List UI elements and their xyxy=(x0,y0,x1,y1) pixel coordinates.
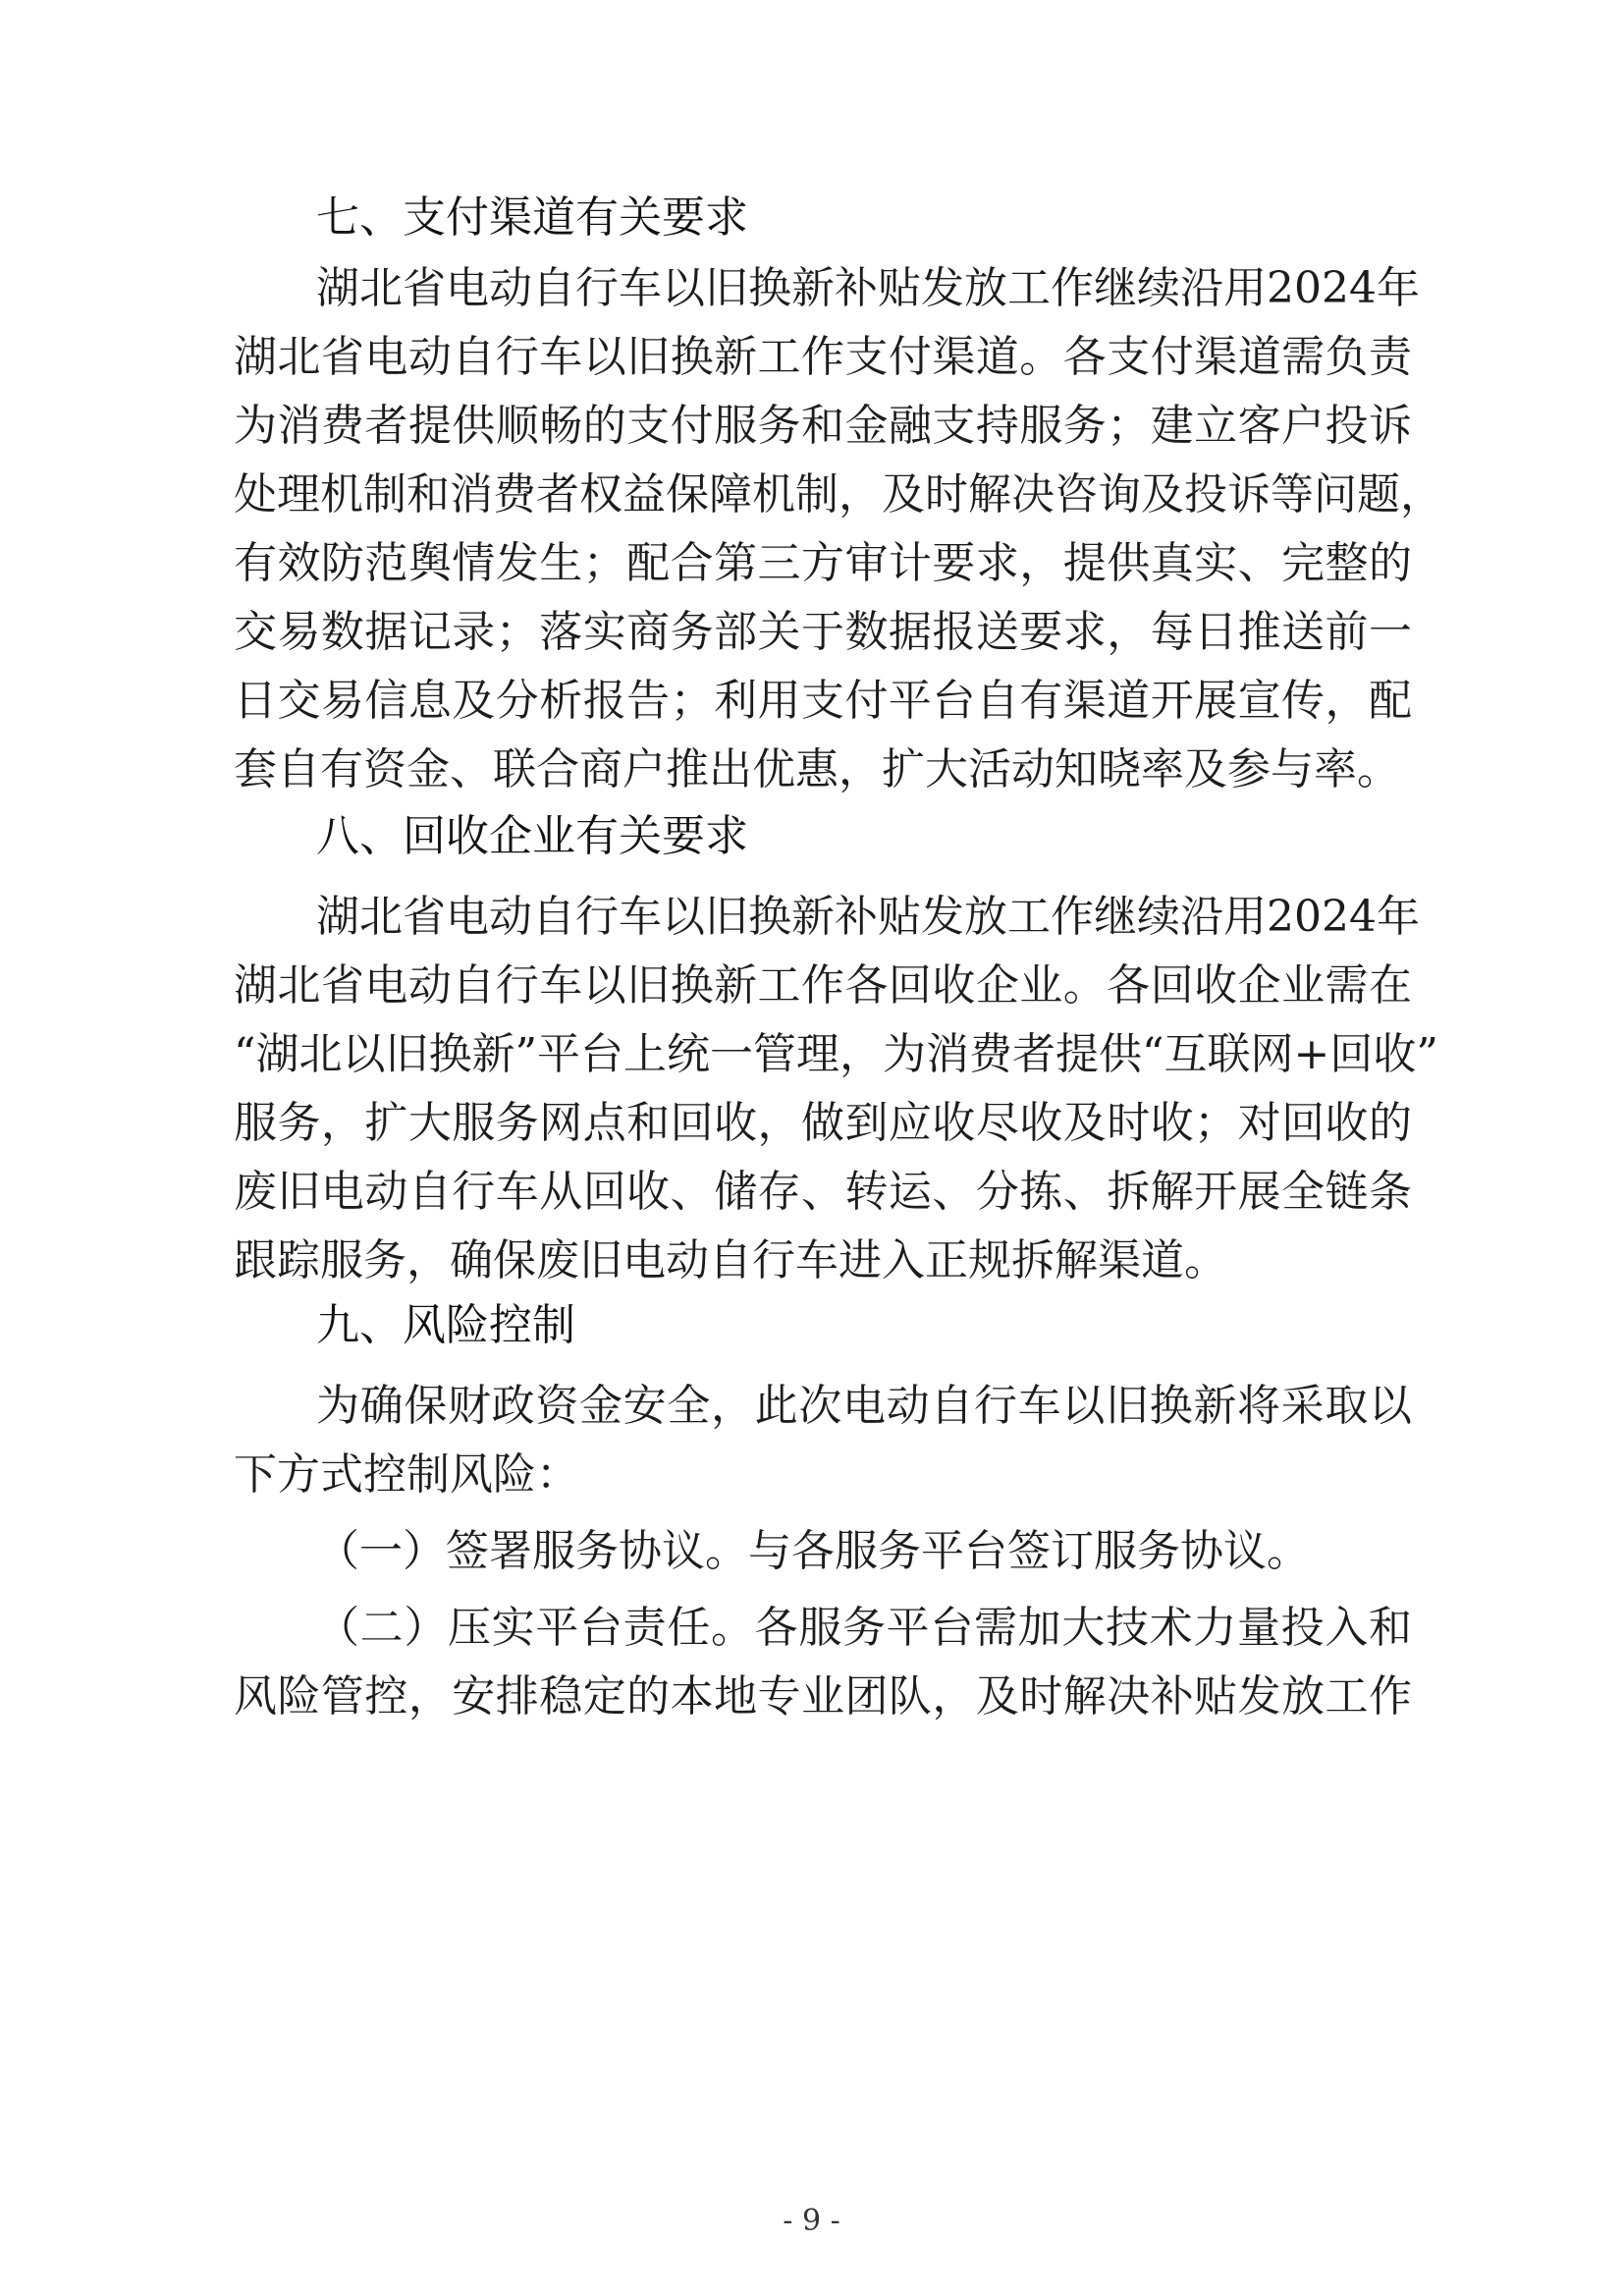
paragraph-line: 为消费者提供顺畅的支付服务和金融支持服务；建立客户投诉 xyxy=(234,401,1412,451)
paragraph-line: 服务，扩大服务网点和回收，做到应收尽收及时收；对回收的 xyxy=(234,1098,1412,1148)
paragraph-line: 下方式控制风险： xyxy=(234,1449,579,1500)
paragraph-line: 湖北省电动自行车以旧换新工作支付渠道。各支付渠道需负责 xyxy=(234,332,1412,382)
paragraph-line: “湖北以旧换新”平台上统一管理，为消费者提供“互联网+回收” xyxy=(234,1029,1438,1079)
paragraph-line: 湖北省电动自行车以旧换新补贴发放工作继续沿用2024年 xyxy=(316,892,1420,942)
section-heading-7: 七、支付渠道有关要求 xyxy=(316,192,748,243)
paragraph-line: 交易数据记录；落实商务部关于数据报送要求，每日推送前一 xyxy=(234,607,1412,657)
paragraph-line: 跟踪服务，确保废旧电动自行车进入正规拆解渠道。 xyxy=(234,1235,1227,1285)
paragraph-line: （二）压实平台责任。各服务平台需加大技术力量投入和 xyxy=(316,1603,1412,1653)
paragraph-line: 为确保财政资金安全，此次电动自行车以旧换新将采取以 xyxy=(316,1381,1412,1431)
paragraph-line: 日交易信息及分析报告；利用支付平台自有渠道开展宣传，配 xyxy=(234,676,1412,726)
paragraph-line: 湖北省电动自行车以旧换新工作各回收企业。各回收企业需在 xyxy=(234,960,1412,1011)
paragraph-line: 套自有资金、联合商户推出优惠，扩大活动知晓率及参与率。 xyxy=(234,744,1400,794)
paragraph-line: （一）签署服务协议。与各服务平台签订服务协议。 xyxy=(316,1526,1310,1576)
section-heading-9: 九、风险控制 xyxy=(316,1300,575,1350)
paragraph-line: 有效防范舆情发生；配合第三方审计要求，提供真实、完整的 xyxy=(234,538,1412,588)
paragraph-line: 处理机制和消费者权益保障机制，及时解决咨询及投诉等问题， xyxy=(234,469,1443,519)
paragraph-line: 风险管控，安排稳定的本地专业团队，及时解决补贴发放工作 xyxy=(234,1671,1412,1722)
paragraph-line: 湖北省电动自行车以旧换新补贴发放工作继续沿用2024年 xyxy=(316,263,1420,313)
page-number: - 9 - xyxy=(783,2204,840,2238)
section-heading-8: 八、回收企业有关要求 xyxy=(316,811,748,861)
paragraph-line: 废旧电动自行车从回收、储存、转运、分拣、拆解开展全链条 xyxy=(234,1167,1412,1217)
